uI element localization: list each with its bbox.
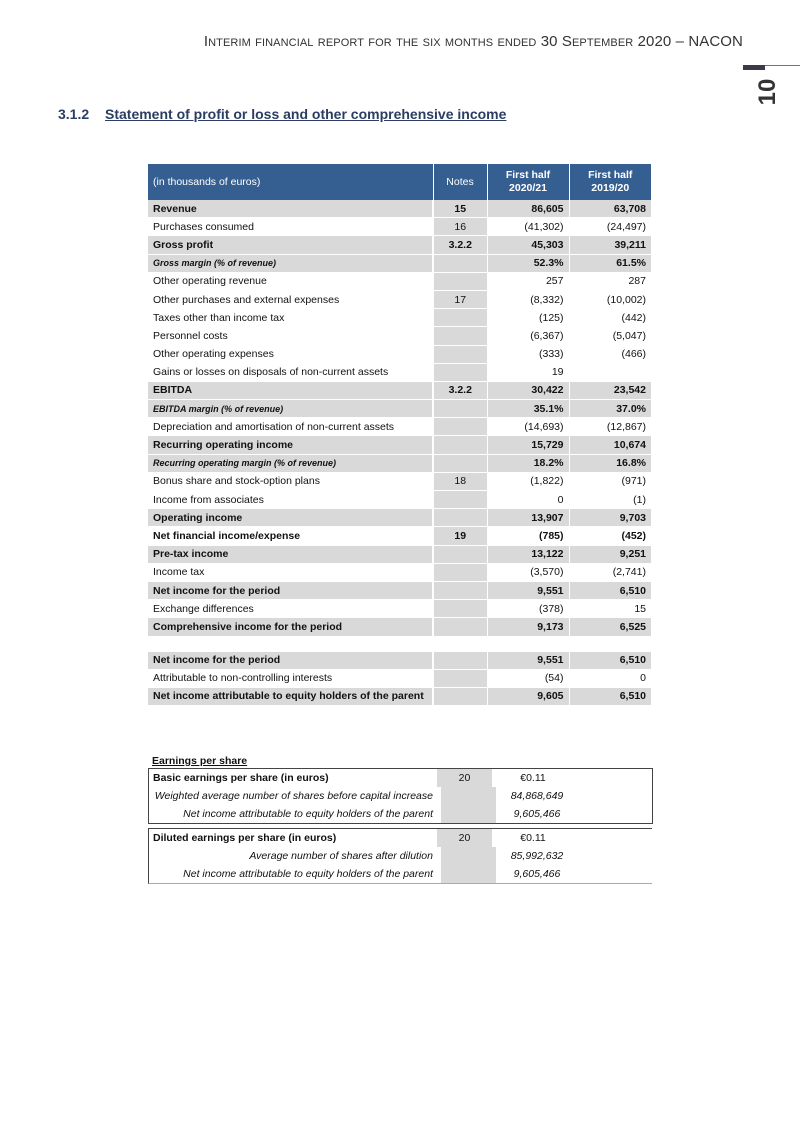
table-row <box>148 581 651 599</box>
note-cell <box>433 309 487 327</box>
value-2020-21: 52.3% <box>487 254 569 272</box>
header-notes: Notes <box>433 164 487 200</box>
note-cell: 17 <box>433 290 487 308</box>
note-cell: 15 <box>433 200 487 218</box>
basic-shares-label: Weighted average number of shares before capital increase <box>154 790 433 802</box>
table-row <box>148 472 651 490</box>
row-label: Recurring operating income <box>148 436 433 454</box>
section-heading <box>58 106 506 122</box>
value-2020-21: (333) <box>487 345 569 363</box>
diluted-net-income-value: 9,605,466 <box>513 868 561 880</box>
table-row <box>148 436 651 454</box>
diluted-shares-label: Average number of shares after dilution <box>249 850 433 862</box>
value-2020-21: 9,605 <box>487 687 569 705</box>
note-cell <box>433 436 487 454</box>
value-2019-20: (5,047) <box>569 327 651 345</box>
value-2019-20: (12,867) <box>569 418 651 436</box>
value-2019-20: 6,510 <box>569 581 651 599</box>
value-2020-21: 13,907 <box>487 509 569 527</box>
spacer-cell <box>487 636 569 651</box>
value-2019-20: (442) <box>569 309 651 327</box>
row-label: Net income attributable to equity holders of the parent <box>148 687 433 705</box>
table-row <box>148 290 651 308</box>
value-2020-21: (8,332) <box>487 290 569 308</box>
diluted-eps-detail-row <box>149 865 652 883</box>
table-row <box>148 381 651 399</box>
table-row <box>148 527 651 545</box>
table-row <box>148 345 651 363</box>
value-2020-21: 9,551 <box>487 651 569 669</box>
note-cell <box>433 563 487 581</box>
value-2020-21: 30,422 <box>487 381 569 399</box>
value-2019-20: 6,525 <box>569 618 651 636</box>
note-cell <box>433 509 487 527</box>
header-col-2019-20 <box>569 164 651 200</box>
eps-title: Earnings per share <box>152 755 248 767</box>
note-cell: 19 <box>433 527 487 545</box>
table-row <box>148 618 651 636</box>
table-row <box>148 200 651 218</box>
profit-loss-table <box>148 164 651 706</box>
table-row <box>148 363 651 381</box>
basic-eps-row <box>149 769 652 787</box>
row-label: Other purchases and external expenses <box>148 290 433 308</box>
diluted-eps-value: €0.11 <box>520 832 546 844</box>
value-2020-21: (41,302) <box>487 218 569 236</box>
basic-eps-box <box>148 768 653 824</box>
diluted-eps-label: Diluted earnings per share (in euros) <box>153 832 337 844</box>
note-cell <box>433 254 487 272</box>
section-title: Statement of profit or loss and other comprehensive income <box>105 106 507 122</box>
spacer-cell <box>148 636 433 651</box>
note-cell <box>433 545 487 563</box>
value-2019-20: 0 <box>569 669 651 687</box>
note-cell <box>433 400 487 418</box>
row-label: Net financial income/expense <box>148 527 433 545</box>
value-2019-20: 61.5% <box>569 254 651 272</box>
basic-net-income-value: 9,605,466 <box>513 808 561 820</box>
value-2019-20: (2,741) <box>569 563 651 581</box>
diluted-shares-value: 85,992,632 <box>510 850 564 862</box>
note-cell <box>441 847 496 865</box>
row-label: Gains or losses on disposals of non-current assets <box>148 363 433 381</box>
basic-eps-detail-row <box>149 787 652 805</box>
note-cell <box>441 865 496 883</box>
value-2020-21: (3,570) <box>487 563 569 581</box>
value-2020-21: 18.2% <box>487 454 569 472</box>
value-2020-21: 45,303 <box>487 236 569 254</box>
value-2019-20: (466) <box>569 345 651 363</box>
table-row <box>148 545 651 563</box>
value-2019-20: (452) <box>569 527 651 545</box>
row-label: Gross profit <box>148 236 433 254</box>
value-2019-20: 23,542 <box>569 381 651 399</box>
value-2020-21: 0 <box>487 491 569 509</box>
value-2020-21: 86,605 <box>487 200 569 218</box>
diluted-eps-note: 20 <box>437 829 492 847</box>
row-label: Recurring operating margin (% of revenue) <box>148 454 433 472</box>
header-col2-line2: 2019/20 <box>591 182 630 194</box>
diluted-eps-row <box>149 829 652 847</box>
note-cell: 3.2.2 <box>433 381 487 399</box>
value-2020-21: (125) <box>487 309 569 327</box>
table-row <box>148 272 651 290</box>
value-2020-21: (1,822) <box>487 472 569 490</box>
table-header-row <box>148 164 651 200</box>
value-2019-20 <box>569 363 651 381</box>
row-label: Operating income <box>148 509 433 527</box>
row-label: Purchases consumed <box>148 218 433 236</box>
page-tab-marker <box>743 65 765 70</box>
basic-eps-label: Basic earnings per share (in euros) <box>153 772 329 784</box>
page-tab-line <box>765 65 800 66</box>
value-2020-21: (785) <box>487 527 569 545</box>
note-cell <box>433 345 487 363</box>
row-label: Net income for the period <box>148 651 433 669</box>
diluted-net-income-label: Net income attributable to equity holders of the parent <box>183 868 433 880</box>
header-col-2020-21 <box>487 164 569 200</box>
basic-eps-value: €0.11 <box>520 772 546 784</box>
value-2019-20: 37.0% <box>569 400 651 418</box>
note-cell <box>433 327 487 345</box>
table-row <box>148 254 651 272</box>
row-label: EBITDA margin (% of revenue) <box>148 400 433 418</box>
diluted-eps-detail-row <box>149 847 652 865</box>
value-2019-20: (24,497) <box>569 218 651 236</box>
note-cell <box>433 272 487 290</box>
table-row <box>148 400 651 418</box>
table-row <box>148 454 651 472</box>
table-row <box>148 669 651 687</box>
note-cell: 3.2.2 <box>433 236 487 254</box>
note-cell: 18 <box>433 472 487 490</box>
note-cell <box>433 491 487 509</box>
note-cell <box>441 787 496 805</box>
header-col2-line1: First half <box>588 169 633 181</box>
value-2020-21: 35.1% <box>487 400 569 418</box>
basic-eps-note: 20 <box>437 769 492 787</box>
row-label: Pre-tax income <box>148 545 433 563</box>
diluted-eps-box <box>148 828 652 884</box>
value-2020-21: (378) <box>487 600 569 618</box>
value-2020-21: (6,367) <box>487 327 569 345</box>
table-row <box>148 563 651 581</box>
note-cell <box>433 418 487 436</box>
note-cell <box>433 669 487 687</box>
table-row <box>148 218 651 236</box>
note-cell <box>441 805 496 823</box>
value-2020-21: (54) <box>487 669 569 687</box>
row-label: Gross margin (% of revenue) <box>148 254 433 272</box>
value-2019-20: 63,708 <box>569 200 651 218</box>
note-cell <box>433 600 487 618</box>
value-2019-20: 9,251 <box>569 545 651 563</box>
table-row <box>148 651 651 669</box>
table-body <box>148 200 651 706</box>
report-header-title: Interim financial report for the six months ended 30 September 2020 – NACON <box>203 33 743 50</box>
section-number: 3.1.2 <box>58 106 90 122</box>
basic-net-income-label: Net income attributable to equity holders of the parent <box>183 808 433 820</box>
note-cell <box>433 687 487 705</box>
table-row <box>148 309 651 327</box>
value-2019-20: 39,211 <box>569 236 651 254</box>
note-cell <box>433 454 487 472</box>
row-label: Other operating expenses <box>148 345 433 363</box>
row-label: Net income for the period <box>148 581 433 599</box>
spacer-cell <box>569 636 651 651</box>
row-label: Exchange differences <box>148 600 433 618</box>
table-row <box>148 418 651 436</box>
header-col1-line1: First half <box>505 169 551 181</box>
table-row <box>148 509 651 527</box>
value-2019-20: 6,510 <box>569 687 651 705</box>
header-label: (in thousands of euros) <box>148 164 433 200</box>
value-2019-20: 16.8% <box>569 454 651 472</box>
table-row <box>148 327 651 345</box>
table-row <box>148 236 651 254</box>
table-row <box>148 491 651 509</box>
note-cell <box>433 651 487 669</box>
basic-shares-value: 84,868,649 <box>510 790 564 802</box>
row-label: Other operating revenue <box>148 272 433 290</box>
note-cell <box>433 363 487 381</box>
value-2019-20: (1) <box>569 491 651 509</box>
page-number: 10 <box>754 78 781 106</box>
header-col1-line2: 2020/21 <box>509 182 547 194</box>
note-cell: 16 <box>433 218 487 236</box>
value-2019-20: (971) <box>569 472 651 490</box>
value-2019-20: 287 <box>569 272 651 290</box>
value-2020-21: 9,551 <box>487 581 569 599</box>
row-label: Taxes other than income tax <box>148 309 433 327</box>
note-cell <box>433 618 487 636</box>
row-label: Revenue <box>148 200 433 218</box>
spacer-cell <box>433 636 487 651</box>
row-label: Depreciation and amortisation of non-current assets <box>148 418 433 436</box>
row-label: Comprehensive income for the period <box>148 618 433 636</box>
value-2019-20: 6,510 <box>569 651 651 669</box>
value-2019-20: (10,002) <box>569 290 651 308</box>
row-label: Income from associates <box>148 491 433 509</box>
spacer-row <box>148 636 651 651</box>
row-label: Attributable to non-controlling interests <box>148 669 433 687</box>
row-label: Personnel costs <box>148 327 433 345</box>
value-2020-21: 9,173 <box>487 618 569 636</box>
row-label: EBITDA <box>148 381 433 399</box>
table-row <box>148 600 651 618</box>
value-2020-21: 257 <box>487 272 569 290</box>
value-2020-21: 15,729 <box>487 436 569 454</box>
value-2020-21: (14,693) <box>487 418 569 436</box>
value-2019-20: 9,703 <box>569 509 651 527</box>
row-label: Income tax <box>148 563 433 581</box>
table-row <box>148 687 651 705</box>
value-2020-21: 13,122 <box>487 545 569 563</box>
row-label: Bonus share and stock-option plans <box>148 472 433 490</box>
basic-eps-detail-row <box>149 805 652 823</box>
value-2019-20: 10,674 <box>569 436 651 454</box>
note-cell <box>433 581 487 599</box>
value-2020-21: 19 <box>487 363 569 381</box>
value-2019-20: 15 <box>569 600 651 618</box>
